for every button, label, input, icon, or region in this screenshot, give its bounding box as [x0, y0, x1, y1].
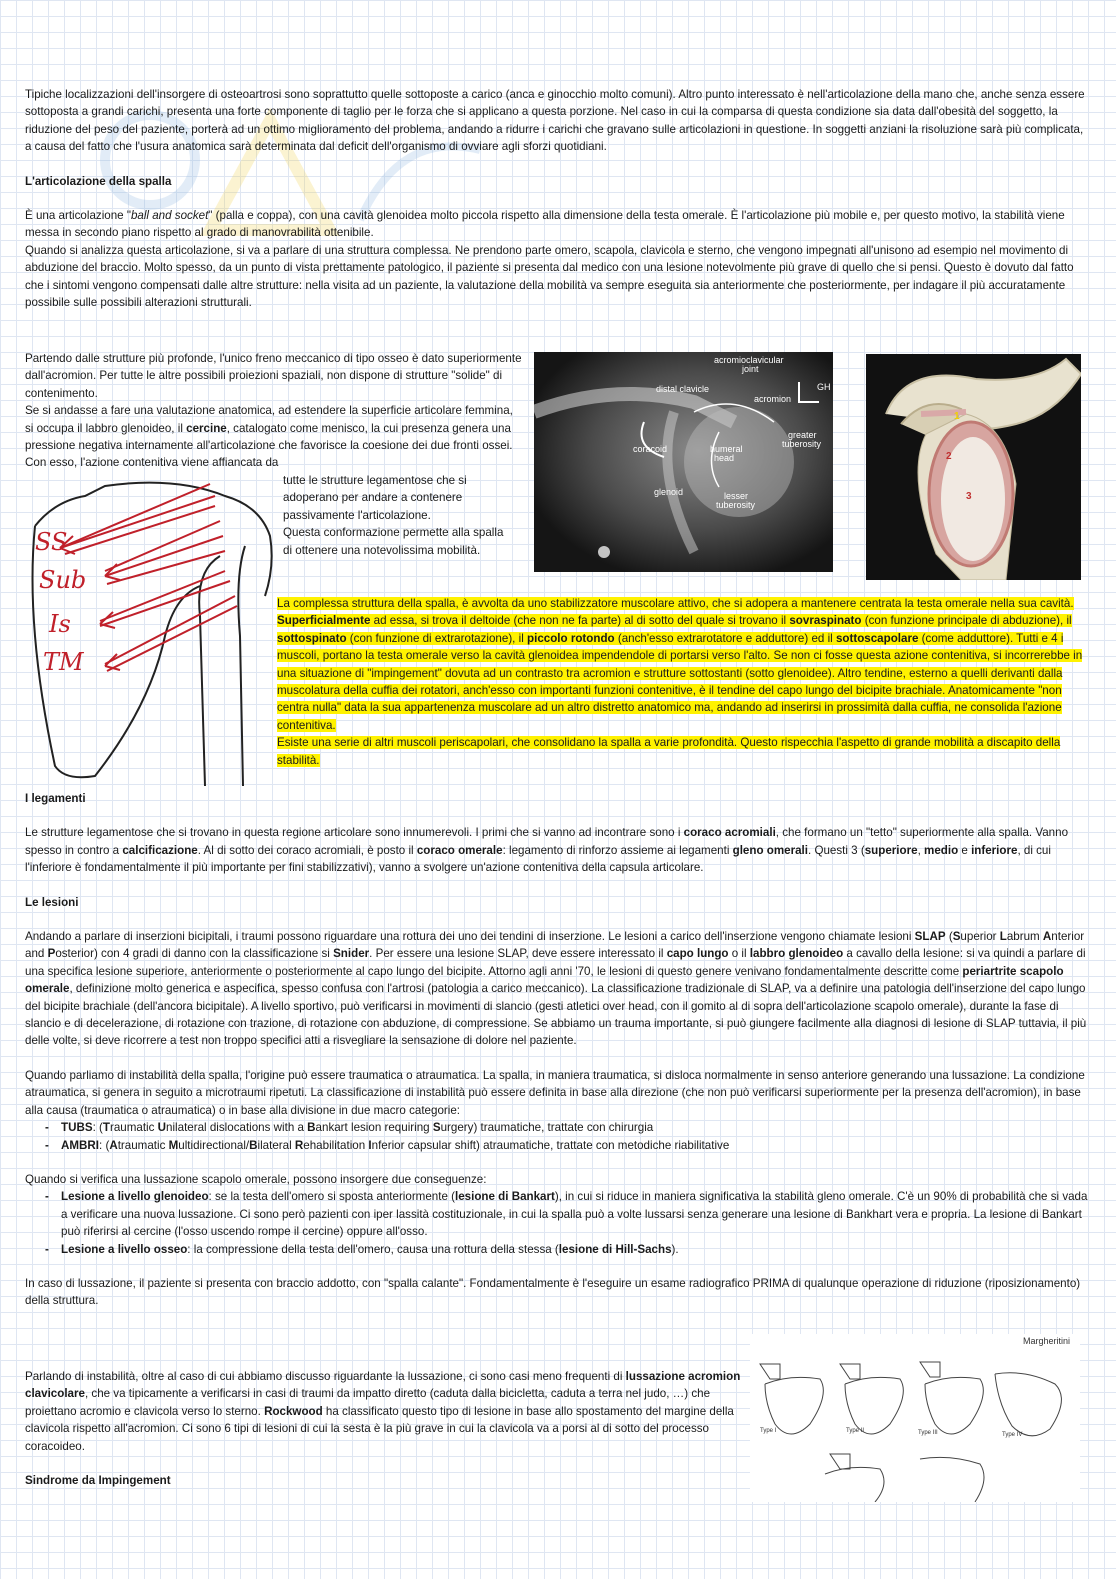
lower-text-flow	[25, 790, 1091, 1327]
text-run: superiore	[864, 843, 918, 857]
highlight-paragraph-3	[277, 734, 1092, 769]
rockwood-classification-figure	[750, 1334, 1080, 1502]
text-run: traumatic	[117, 1138, 169, 1152]
text-run: Lesione a livello osseo	[61, 1242, 188, 1256]
xray-label-lesser: lesser	[724, 491, 749, 501]
text-run: TUBS	[61, 1121, 93, 1135]
xray-label-coracoid: coracoid	[633, 444, 668, 454]
text-run: ).	[671, 1242, 679, 1256]
text-run: Andando a parlare di inserzioni bicipitali, i traumi possono riguardare una rottura dei uno dei tendini di inserzione. Le lesioni a carico dell'inserzione vengono chiamate lesioni	[25, 930, 915, 944]
xray-label-head: head	[714, 453, 735, 463]
text-run: È una articolazione "	[25, 209, 131, 223]
text-run: , di cui l'inferiore è fondamentalmente il più importante per fini stabilizzativi), vanno a svolgere un'azione contenitiva della capsula articolare.	[25, 843, 1051, 875]
text-run: lesione di Bankart	[455, 1190, 555, 1204]
text-run: . Questi 3 (	[808, 843, 865, 857]
section-heading-lesioni: Le lesioni	[25, 895, 79, 909]
spalla-paragraph-2: Quando si analizza questa articolazione, si va a parlare di una struttura complessa. Ne prendono parte omero, scapola, clavicola e sterno, che vengono impegnati all'unisono ad esempio nel movimento di abduzione del braccio. Molto spesso, da un punto di vista prettamente patologico, il paziente si presenta dal medico con una lesione notevolmente più grave di quello che si pensi. Questo è dovuto dal fatto che i sintomi vengono compensati dalle altre strutture: nella visita ad un paziente, la valutazione della mobilità va sempre eseguita sia anteriormente che posteriormente, per indagare il più accuratamente possibile sulle possibili alterazioni strutturali.	[25, 243, 1074, 310]
sketch-label-tm: TM	[43, 648, 84, 676]
shoulder-xray-figure	[534, 352, 833, 572]
text-run: : (	[92, 1121, 103, 1135]
text-run: . Al di sotto dei coraco acromiali, è posto il	[197, 843, 417, 857]
text-run: T	[102, 1121, 110, 1135]
text-run: gleno omerali	[732, 843, 809, 857]
text-run: AMBRI	[61, 1138, 99, 1152]
text-run: , definizione molto generica e aspecifica, spesso confusa con l'artrosi (patologia a carico meccanico). La classificazione tradizionale di SLAP, va a definire una patologia dell'inserzione del capo lungo del bicipite brachiale (dell'ancora bicipitale). A livello sportivo, può verificarsi in movimenti di slancio (gesti atletici over head, con il gomito al di sopra dell'articolazione scapolo omerale), durante la fase di slancio e di decelerazione, di rotazione con trazione, di rotazione con abduzione, di compressione. Se abbiamo un trauma importante, si può giungere facilmente alla diagnosi di lesione di SLAP tuttavia, il più delle volte, si deve ricorrere a test non troppo specifici atti a risvegliare la sensazione di dolore nel paziente.	[25, 982, 1087, 1048]
text-run: calcificazione	[122, 843, 198, 857]
glenoid-label-1: 1	[954, 411, 960, 422]
text-run: B	[307, 1121, 316, 1135]
xray-label-lesser-tuberosity: tuberosity	[716, 500, 756, 510]
xray-label-joint: joint	[742, 364, 759, 374]
xray-label-distal-clavicle: distal clavicle	[656, 384, 710, 394]
sketch-label-sub: Sub	[39, 566, 87, 594]
text-run: P	[47, 947, 56, 961]
highlight-paragraph-1	[277, 595, 1092, 612]
spalla-paragraph-1	[25, 207, 1091, 242]
text-run: ), in cui si riduce in maniera significativa la stabilità gleno omerale. C'è un 90% di probabilità che si vada a verificare una nuova lussazione. Ci sono però pazienti con iper lassità costituzionale, in cui la spalla può a volte lussarsi senza generare una lesione di Bankhart vera e propria. La lesione di Bankart può riferirsi al cercine (l'osso uscendo rompe il cercine) oppure all'osso.	[61, 1190, 1088, 1239]
list-item-ambri	[45, 1137, 1091, 1154]
lussazione-intro: Quando si verifica una lussazione scapolo omerale, possono insorgere due conseguenze:	[25, 1172, 487, 1186]
text-run: ha classificato questo tipo di lesione in base allo spostamento del margine della clavicola rispetto all'acromion. Ci sono 6 tipi di lesioni di cui la sesta è la più grave in cui la clavicola va a porsi al di sotto del processo coracoideo.	[25, 1404, 734, 1453]
text-run: S	[952, 930, 961, 944]
text-run: B	[249, 1138, 258, 1152]
xray-label-greater-tuberosity: tuberosity	[782, 439, 822, 449]
text-run: inferiore	[971, 843, 1018, 857]
xray-label-glenoid: glenoid	[654, 487, 684, 497]
text-run: R	[294, 1138, 304, 1152]
rotator-cuff-sketch	[25, 476, 275, 786]
text-run: ehabilitation	[303, 1138, 369, 1152]
instabilita-paragraph: Quando parliamo di instabilità della spalla, l'origine può essere traumatica o atraumatica. La spalla, in maniera traumatica, si disloca normalmente in senso anteriore generando una lussazione. La condizione atraumatica, si genera in seguito a microtraumi ripetuti. La classificazione di instabilità può essere definita in base alla direzione (che non può verificarsi superiormente per la presenza dell'acromion), in base alla causa (traumatica o atraumatica) o in base alla divisione in due macro categorie:	[25, 1068, 1085, 1117]
text-run: : (	[99, 1138, 110, 1152]
rockwood-type-3: Type III	[918, 1430, 938, 1436]
text-run: o il	[728, 947, 750, 961]
lussazione-list	[25, 1188, 1091, 1258]
text-run: Se si andasse a fare una valutazione anatomica, ad estendere la superficie articolare femmina, si occupa il labbro glenoideo, il	[25, 404, 513, 435]
text-run: (come adduttore). Tutti e 4 i muscoli, portano la testa omerale verso la cavità glenoidea impendendole di portarsi verso l'alto. Se non ci fosse questa azione contenitiva, si incorrerebbe in una situazione di "impingement" dovuta ad un contrasto tra acromion e strutture sottostanti (sotto glenoidee). Altro tendine, esterno a quelli derivanti dalla muscolatura della cuffia dei rotatori, anch'esso con importanti funzioni contenitive, è il tendine del capo lungo del bicipite brachiale. Anatomicamente "non centra nulla" data la sua appartenenza muscolare ad un altro distretto anatomico ma, andando ad inserirsi in prossimità dalla cuffia, ne consolida l'azione contenitiva.	[277, 631, 1083, 732]
text-run: coraco acromiali	[683, 826, 776, 840]
text-run: medio	[924, 843, 959, 857]
text-run: L	[999, 930, 1007, 944]
text-run: labbro glenoideo	[749, 947, 844, 961]
text-run: La complessa struttura della spalla, è avvolta da uno stabilizzatore muscolare attivo, che si adopera a mantenere centrata la testa omerale nella sua cavità.	[277, 597, 1074, 610]
section-heading-impingement: Sindrome da Impingement	[25, 1474, 171, 1488]
text-run: raumatic	[109, 1121, 158, 1135]
acromion-clavicolare-block	[25, 1368, 747, 1506]
text-run: Snider	[333, 947, 370, 961]
spalla-narrow-column	[25, 350, 522, 472]
spalla-paragraph-3: Partendo dalle strutture più profonde, l'unico freno meccanico di tipo osseo è dato superiormente dall'acromion. Per tutte le altre possibili proiezioni spaziali, non dispone di strutture "solide" di contenimento.	[25, 352, 522, 400]
spalla-paragraph-6: Questa conformazione permette alla spalla di ottenere una notevolissima mobilità.	[283, 526, 504, 557]
text-run: urgery) traumatiche, trattate con chirurgia	[440, 1121, 654, 1135]
glenoid-label-2: 2	[946, 451, 952, 462]
text-run: ultidirectional/	[178, 1138, 250, 1152]
text-run: piccolo rotondo	[527, 631, 615, 645]
glenoid-drawing	[866, 354, 1081, 580]
intro-paragraph: Tipiche localizzazioni dell'insorgere di osteoartrosi sono soprattutto quelle sottoposte a carico (anca e ginocchio molto comuni). Altro punto interessato è nell'articolazione della mano che, anche senza essere sottoposta a grandi carichi, presenta una forte componente di taglio per le forza che si applicano a questa porzione. Nel caso in cui la comparsa di questa condizione sia data dall'obesità del soggetto, la riduzione del peso del paziente, porterà ad un ottimo miglioramento del problema, andando a ridurre i carichi che gravano sulle articolazioni in questione. In soggetti anziani la risoluzione sarà più complicata, a causa del fatto che l'usura anatomica sarà determinata dal deficit dell'organismo di ovviare agli sforzi quotidiani.	[25, 88, 1085, 154]
text-run: (con funzione principale di abduzione), il	[861, 614, 1072, 628]
text-run: Superficialmente	[277, 614, 371, 628]
glenoid-illustration	[866, 354, 1081, 580]
text-run: , che formano un "tetto" superiormente alla spalla. Vanno spesso in contro a	[25, 826, 1069, 857]
text-run: nferior capsular shift) atraumatiche, trattate con metodiche riabilitative	[371, 1138, 730, 1152]
text-run: ad essa, si trova il deltoide (che non ne fa parte) al di sotto del quale si trovano il	[370, 614, 790, 628]
document-page	[25, 86, 1091, 328]
text-run: : legamento di rinforzo assieme ai legamenti	[502, 843, 733, 857]
text-run: U	[157, 1121, 167, 1135]
text-run: Le strutture legamentose che si trovano in questa regione articolare sono innumerevoli. I primi che si vanno ad incontrare sono i	[25, 826, 684, 840]
text-run: coraco omerale	[416, 843, 503, 857]
text-run: Esiste una serie di altri muscoli periscapolari, che consolidano la spalla a varie profondità. Questo rispecchia l'aspetto di grande mobilità a discapito della stabilità.	[277, 736, 1061, 767]
text-run: osterior) con 4 gradi di danno con la classificazione si	[55, 947, 334, 961]
text-run: , catalogato come menisco, la cui presenza genera una pressione negativa internamente all'articolazione che favorisce la coesione dei due fronti ossei. Con esso, l'azione contenitiva viene affiancata da	[25, 421, 513, 470]
text-run: SLAP	[914, 930, 946, 944]
text-run: sovraspinato	[789, 614, 862, 628]
sketch-label-ss: SS	[35, 528, 68, 556]
instabilita-list	[25, 1119, 1091, 1154]
text-run: . Per essere una lesione SLAP, deve essere interessato il	[369, 947, 667, 961]
text-run: ,	[917, 843, 925, 857]
text-run: periartrite scapolo omerale	[25, 964, 1064, 996]
text-run: A	[1042, 930, 1052, 944]
text-run: Lesione a livello glenoideo	[61, 1190, 209, 1204]
text-run: nilateral dislocations with a	[166, 1121, 308, 1135]
rockwood-type-1: Type I	[760, 1428, 777, 1434]
text-run: (con funzione di extrarotazione), il	[346, 631, 528, 645]
rockwood-drawing	[750, 1334, 1080, 1502]
text-run: ankart lesion requiring	[315, 1121, 433, 1135]
text-run: nterior and	[25, 930, 1085, 961]
text-run: " (palla e coppa), con una cavità glenoidea molto piccola rispetto alla dimensione della testa omerale. È l'articolazione più mobile e, per questo motivo, la stabilità viene messa in secondo piano rispetto al grado di manovrabilità ottenibile.	[25, 209, 1065, 240]
highlighted-block	[277, 595, 1092, 769]
text-run: ball and socket	[130, 209, 209, 223]
text-run: Rockwood	[264, 1404, 323, 1418]
lesioni-paragraph	[25, 928, 1091, 1050]
xray-label-humeral: humeral	[710, 444, 743, 454]
text-run: a cavallo della lesione: si va quindi a parlare di una specifica lesione superiore, anteriormente o posteriormente al capo lungo del bicipite. Attorno agli anni '70, le lesioni di questo genere venivano fondamentalmente descritte come	[25, 947, 1086, 978]
figure-credit: Margheritini	[1022, 1336, 1070, 1346]
acromion-paragraph	[25, 1368, 747, 1455]
text-run: S	[432, 1121, 441, 1135]
rockwood-type-4: Type IV	[1002, 1432, 1023, 1438]
text-run: I	[368, 1138, 372, 1152]
list-item-osseo	[45, 1241, 1091, 1258]
text-run: Parlando di instabilità, oltre al caso di cui abbiamo discusso riguardante la lussazione, ci sono casi meno frequenti di	[25, 1370, 626, 1383]
legamenti-paragraph	[25, 824, 1091, 876]
highlight-paragraph-2	[277, 612, 1092, 734]
text-run: , che va tipicamente a verificarsi in casi di traumi da impatto diretto (caduta dalla bicicletta, caduta a terra nel judo, …) che proiettano acromio e clavicola verso lo sterno.	[25, 1387, 711, 1418]
lussazione-paragraph-2: In caso di lussazione, il paziente si presenta con braccio addotto, con "spalla calante". Fondamentalmente è l'eseguire un esame radiografico PRIMA di qualunque operazione di riduzione (riposizionamento) della struttura.	[25, 1276, 1081, 1308]
text-run: M	[168, 1138, 179, 1152]
text-run: uperior	[960, 930, 1000, 944]
text-run: : se la testa dell'omero si sposta anteriormente (	[208, 1190, 455, 1204]
text-run: cercine	[186, 421, 227, 435]
section-heading-spalla: L'articolazione della spalla	[25, 174, 172, 188]
text-run: : la compressione della testa dell'omero, causa una rottura della stessa (	[187, 1242, 559, 1256]
spalla-paragraph-5: tutte le strutture legamentose che si adoperano per andare a contenere passivamente l'articolazione.	[283, 474, 467, 522]
text-run: A	[109, 1138, 118, 1152]
text-run: lussazione acromion clavicolare	[25, 1370, 741, 1401]
text-run: sottoscapolare	[835, 631, 919, 645]
text-run: sottospinato	[277, 631, 347, 645]
spalla-right-of-sketch	[283, 472, 513, 559]
text-run: (anch'esso extrarotatore e adduttore) ed il	[614, 631, 836, 645]
sketch-label-is: Is	[49, 610, 71, 638]
list-item-tubs	[45, 1119, 1091, 1136]
text-run: ilateral	[257, 1138, 295, 1152]
glenoid-label-3: 3	[966, 491, 972, 502]
xray-label-acj: acromioclavicular	[714, 355, 784, 365]
xray-label-greater: greater	[788, 430, 817, 440]
text-run: e	[958, 843, 972, 857]
text-run: capo lungo	[666, 947, 729, 961]
rockwood-type-2: Type II	[846, 1428, 865, 1434]
spalla-paragraph-4	[25, 402, 522, 472]
section-heading-legamenti: I legamenti	[25, 792, 86, 805]
text-run: abrum	[1006, 930, 1043, 944]
xray-label-gh: GH	[817, 382, 831, 392]
text-run: (	[945, 930, 953, 944]
xray-label-acromion: acromion	[754, 394, 792, 404]
text-run: lesione di Hill-Sachs	[558, 1242, 672, 1256]
list-item-glenoideo	[45, 1188, 1091, 1240]
